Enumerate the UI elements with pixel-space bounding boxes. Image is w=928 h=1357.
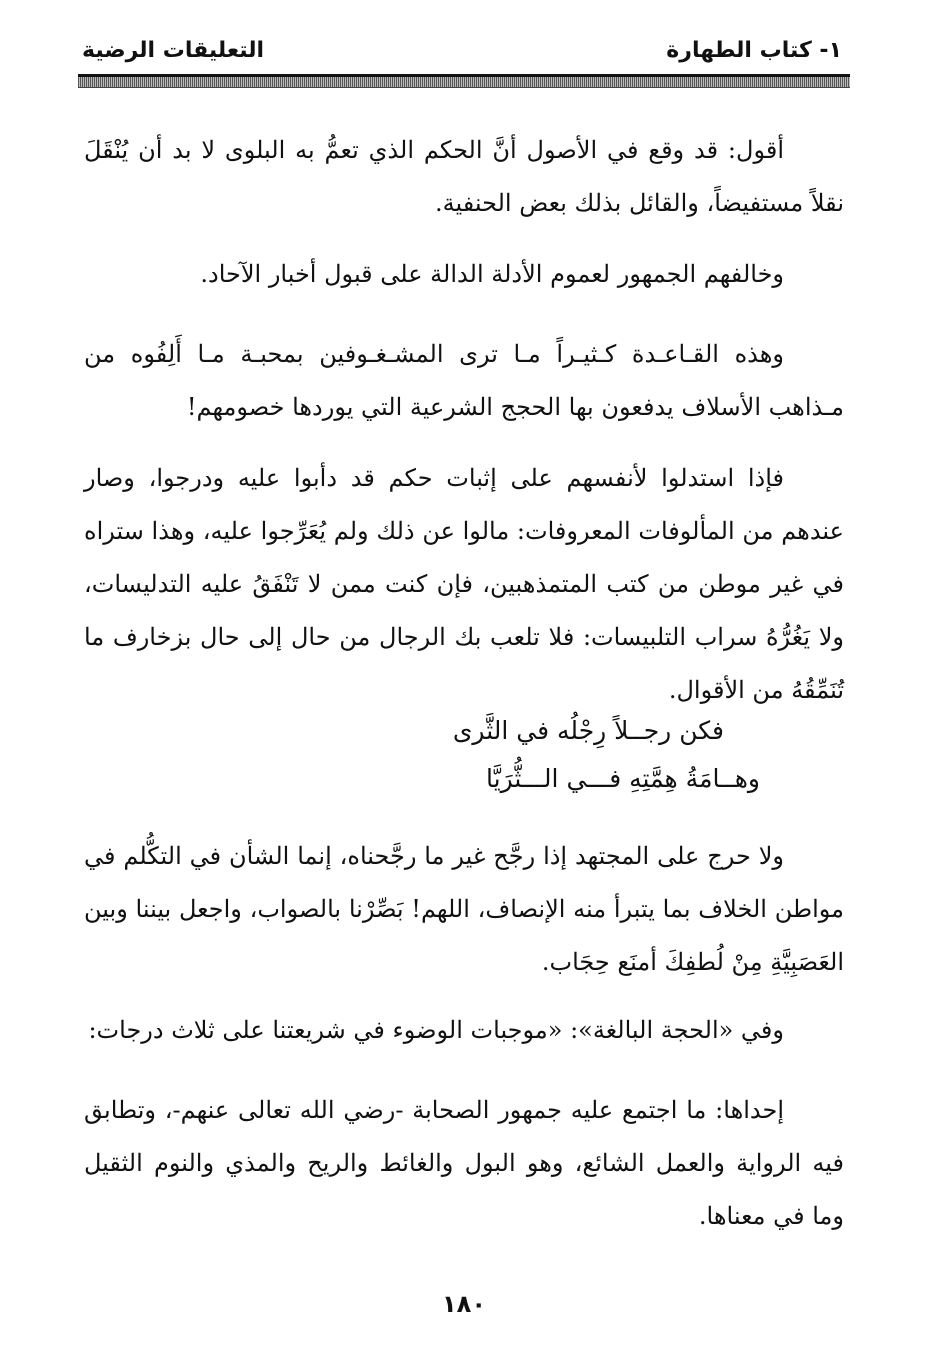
header-rule [78,74,850,88]
paragraph-4: فإذا استدلوا لأنفسهم على إثبات حكم قد دأبوا عليه ودرجوا، وصار عندهم من المألوفات المعروفات: مالوا عن ذلك ولم يُعَرِّجوا عليه، وهذا ستراه في غير موطن من كتب المتمذهبين، فإن كنت ممن لا تَنْفَقُ عليه التدليسات، ولا يَغُرُّهُ سراب التلبيسات: فلا تلعب بك الرجال من حال إلى حال بزخارف ما تُنَمِّقُهُ من الأقوال. [84,464,844,704]
page-number: ١٨٠ [442,1290,486,1318]
paragraph-5: ولا حرج على المجتهد إذا رجَّح غير ما رجَّحناه، إنما الشأن في التكُّلم في مواطن الخلاف بما يتبرأ منه الإنصاف، اللهم! بَصِّرْنا بالصواب، واجعل بيننا وبين العَصَبِيَّةِ مِنْ لُطفِكَ أمنَع حِجَاب. [84,842,844,976]
paragraph-3: وهذه القـاعـدة كـثيـراً مـا ترى المشـغـوفين بمحبـة مـا أَلِفُوه من مـذاهب الأسلاف يدفعون بها الحجج الشرعية التي يوردها خصومهم! [84,340,844,421]
paragraph-2: وخالفهم الجمهور لعموم الأدلة الدالة على قبول أخبار الآحاد. [200,260,784,288]
chapter-title: ١- كتاب الطهارة [666,38,842,63]
paragraph-1: أقول: قد وقع في الأصول أنَّ الحكم الذي تعمُّ به البلوى لا بد أن يُنْقَلَ نقلاً مستفيضاً، والقائل بذلك بعض الحنفية. [84,136,844,217]
verse-line-1: فكن رجــلاً رِجْلُه في الثَّرى [452,716,724,745]
running-header [78,36,850,76]
book-title: التعليقات الرضية [82,38,265,63]
paragraph-7: إحداها: ما اجتمع عليه جمهور الصحابة -رضي الله تعالى عنهم-، وتطابق فيه الرواية والعمل الشائع، وهو البول والغائط والريح والمذي والنوم الثقيل وما في معناها. [84,1096,844,1230]
paragraph-6: وفي «الحجة البالغة»: «موجبات الوضوء في شريعتنا على ثلاث درجات: [88,1016,784,1044]
verse-line-2: وهــامَةُ هِمَّتِهِ فـــي الـــثُّرَيَّا [486,764,760,793]
